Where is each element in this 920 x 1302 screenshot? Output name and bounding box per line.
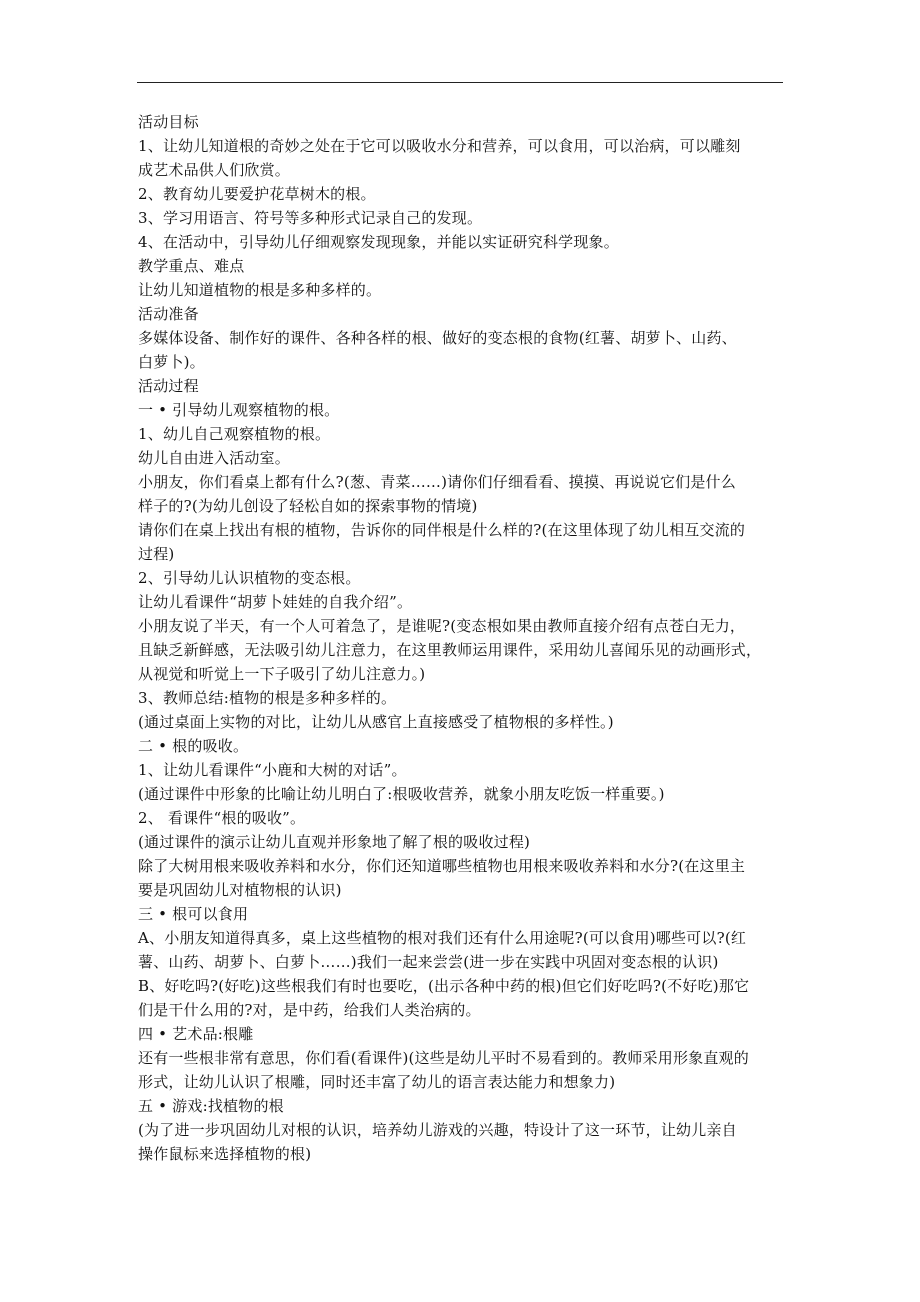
text-line: 还有一些根非常有意思，你们看(看课件)(这些是幼儿平时不易看到的。教师采用形象直观的 [138, 1049, 749, 1067]
text-line: 从视觉和听觉上一下子吸引了幼儿注意力。) [138, 665, 426, 683]
text-line: 薯、山药、胡萝卜、白萝卜……)我们一起来尝尝(进一步在实践中巩固对变态根的认识) [138, 953, 719, 971]
text-line: 四 • 艺术品:根雕 [138, 1025, 254, 1043]
text-line: 样子的?(为幼儿创设了轻松自如的探索事物的情境) [138, 497, 478, 515]
text-line: 操作鼠标来选择植物的根) [138, 1145, 312, 1163]
text-line: 一 • 引导幼儿观察植物的根。 [138, 401, 340, 419]
text-line: 多媒体设备、制作好的课件、各种各样的根、做好的变态根的食物(红薯、胡萝卜、山药、 [138, 329, 737, 347]
text-line: 2、引导幼儿认识植物的变态根。 [138, 569, 361, 587]
text-line: (通过课件中形象的比喻让幼儿明白了:根吸收营养，就象小朋友吃饭一样重要。) [138, 785, 665, 803]
text-line: 3、学习用语言、符号等多种形式记录自己的发现。 [138, 209, 483, 227]
text-line: 活动过程 [138, 377, 199, 395]
text-line: (通过课件的演示让幼儿直观并形象地了解了根的吸收过程) [138, 833, 531, 851]
text-line: (通过桌面上实物的对比，让幼儿从感官上直接感受了植物根的多样性。) [138, 713, 614, 731]
text-line: 且缺乏新鲜感，无法吸引幼儿注意力，在这里教师运用课件，采用幼儿喜闻乐见的动画形式， [138, 641, 762, 659]
text-line: 2、教育幼儿要爱护花草树木的根。 [138, 185, 376, 203]
text-line: 过程) [138, 545, 175, 563]
text-line: 1、让幼儿看课件“小鹿和大树的对话”。 [138, 761, 407, 779]
text-line: 成艺术品供人们欣赏。 [138, 161, 291, 179]
text-line: 小朋友说了半天，有一个人可着急了，是谁呢?(变态根如果由教师直接介绍有点苍白无力， [138, 617, 746, 635]
text-line: 3、教师总结:植物的根是多种多样的。 [138, 689, 397, 707]
text-line: 五 • 游戏:找植物的根 [138, 1097, 284, 1115]
text-line: 让幼儿知道植物的根是多种多样的。 [138, 281, 382, 299]
text-line: 白萝卜)。 [138, 353, 205, 371]
header-rule [137, 82, 783, 83]
text-line: 1、让幼儿知道根的奇妙之处在于它可以吸收水分和营养，可以食用，可以治病，可以雕刻 [138, 137, 741, 155]
text-line: 让幼儿看课件“胡萝卜娃娃的自我介绍”。 [138, 593, 413, 611]
text-line: A、小朋友知道得真多，桌上这些植物的根对我们还有什么用途呢?(可以食用)哪些可以?(红 [138, 929, 747, 947]
text-line: 教学重点、难点 [138, 257, 245, 275]
text-line: 三 • 根可以食用 [138, 905, 249, 923]
text-line: 4、在活动中，引导幼儿仔细观察发现现象，并能以实证研究科学现象。 [138, 233, 619, 251]
text-line: 1、幼儿自己观察植物的根。 [138, 425, 331, 443]
text-line: (为了进一步巩固幼儿对根的认识，培养幼儿游戏的兴趣，特设计了这一环节，让幼儿亲自 [138, 1121, 737, 1139]
text-line: 活动目标 [138, 113, 199, 131]
text-line: 形式，让幼儿认识了根雕，同时还丰富了幼儿的语言表达能力和想象力) [138, 1073, 616, 1091]
document-body [138, 110, 788, 1166]
text-line: 2、 看课件“根的吸收”。 [138, 809, 306, 827]
text-line: 要是巩固幼儿对植物根的认识) [138, 881, 342, 899]
text-line: 二 • 根的吸收。 [138, 737, 249, 755]
text-line: 们是干什么用的?对，是中药，给我们人类治病的。 [138, 1001, 481, 1019]
text-line: 请你们在桌上找出有根的植物，告诉你的同伴根是什么样的?(在这里体现了幼儿相互交流的 [138, 521, 746, 539]
text-line: 除了大树用根来吸收养料和水分，你们还知道哪些植物也用根来吸收养料和水分?(在这里主 [138, 857, 746, 875]
text-line: 幼儿自由进入活动室。 [138, 449, 291, 467]
text-line: B、好吃吗?(好吃)这些根我们有时也要吃，(出示各种中药的根)但它们好吃吗?(不好吃)那它 [138, 977, 750, 995]
text-line: 活动准备 [138, 305, 199, 323]
text-line: 小朋友，你们看桌上都有什么?(葱、青菜……)请你们仔细看看、摸摸、再说说它们是什么 [138, 473, 736, 491]
